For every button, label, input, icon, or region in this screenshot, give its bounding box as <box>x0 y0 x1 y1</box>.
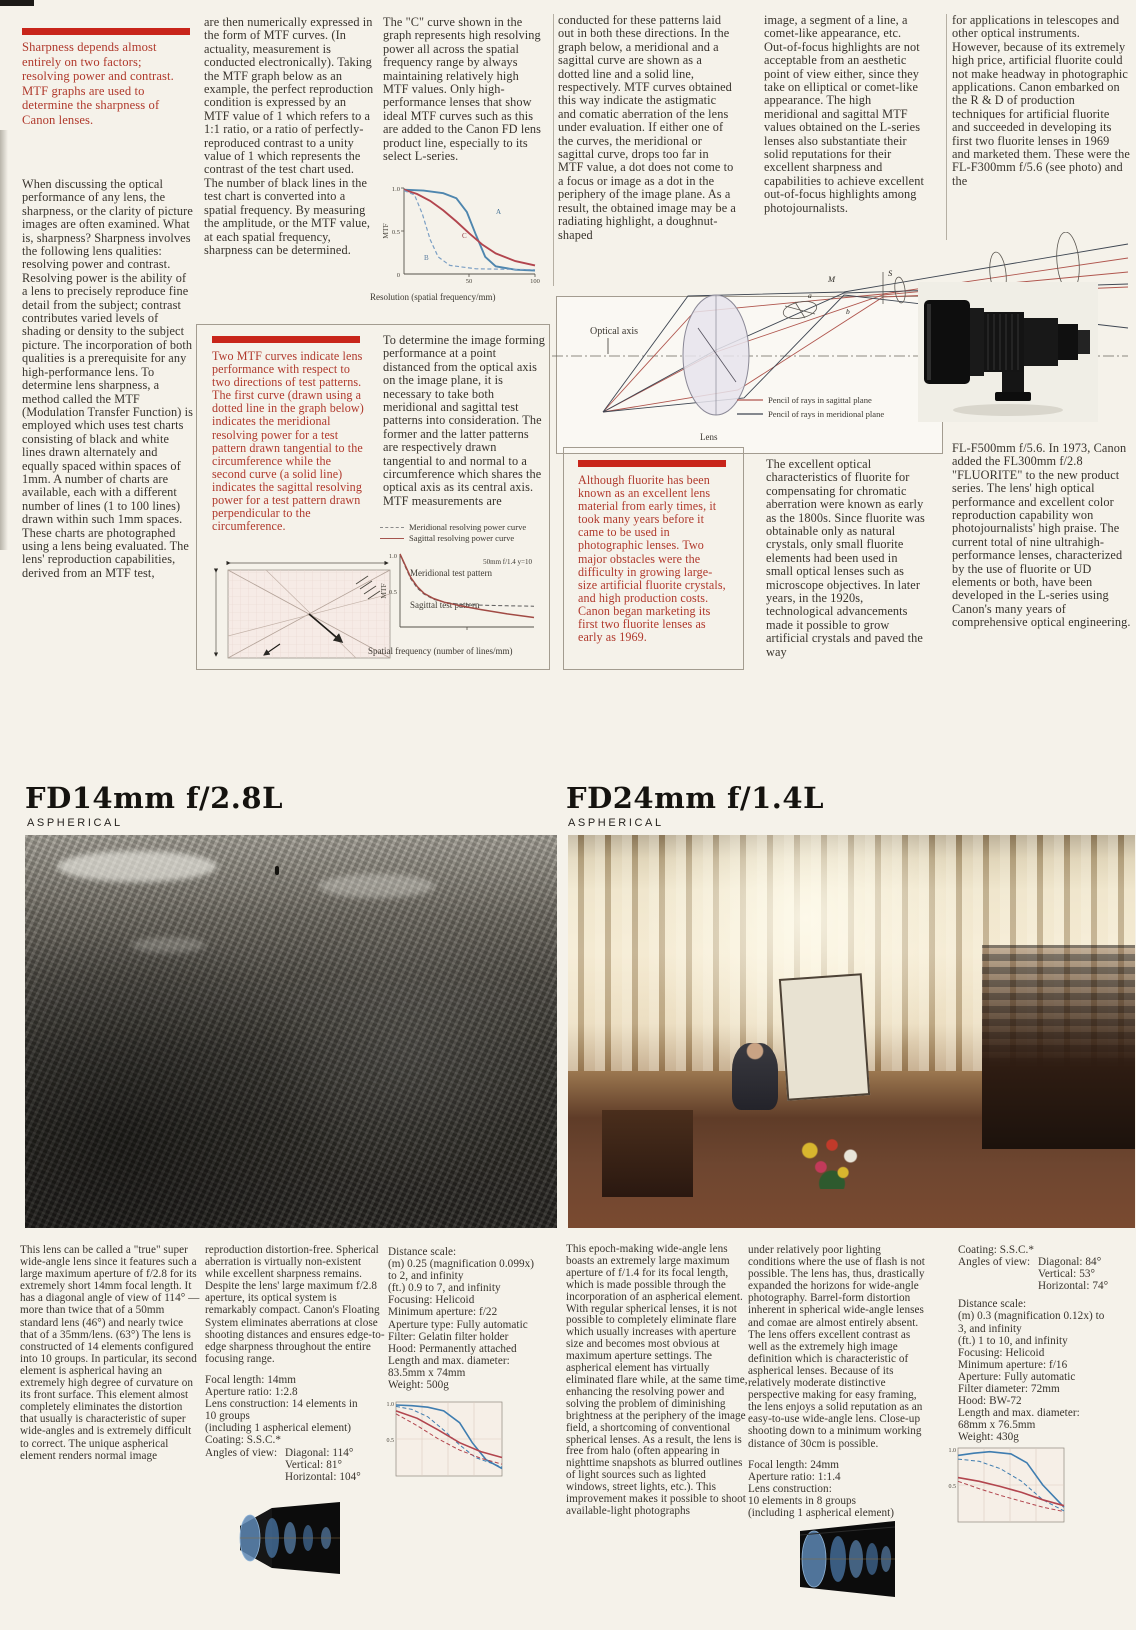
spec-line: (including 1 aspherical element) <box>205 1422 352 1435</box>
fl-lens-photo <box>918 282 1098 422</box>
spec-line: 83.5mm x 74mm <box>388 1366 466 1379</box>
fd24-coating: Coating: S.S.C.* <box>958 1244 1035 1256</box>
ytick-05: 0.5 <box>386 1438 394 1444</box>
fd24-mtf-chart <box>940 1442 1070 1534</box>
spec-line: (ft.) 1 to 10, and infinity <box>958 1334 1068 1347</box>
fd24-paragraph-2: under relatively poor lighting conditions where the use of flash is not possible. The lens has, thus, drastically expanded the horizons for wide-angle photography. Barrel-form distortion inherent in spherical wide-angle lenses and comae are almost entirely absent. The lens offers excellent contrast as well as the extremely high image definition which is characteristic of aspherical lenses. Because of its relatively moderate distinctive perspective making for easy framing, the lens enjoys a solid reputation as an easy-to-use wide-angle lens. Close-up shooting down to a minimum working distance of 30cm is possible. <box>748 1244 925 1450</box>
curve-b-label: B <box>424 254 429 262</box>
snow-patch <box>57 851 217 882</box>
fd14-angles-values <box>285 1447 361 1483</box>
ytick-05: 0.5 <box>391 229 400 236</box>
fd24-subtitle: ASPHERICAL <box>568 817 664 829</box>
photo-side-table <box>602 1110 693 1196</box>
spec-line: 68mm x 76.5mm <box>958 1419 1036 1432</box>
fd14-specs-1 <box>205 1374 385 1447</box>
column-4-body: conducted for these patterns laid out in both these directions. In the graph below, a meridional and a sagittal curve are shown as a dotted line and a solid line, respectively. MTF curves obtained this way indicate the astigmatic and comatic aberration of the lens under evaluation. If either one of the curves, the meridional or sagittal curve, drops too far in MTF value, a dot does not come to a focus or image as a dot in the periphery of the image plane. As a result, the obtained image may be a radiating highlight, a doughnut-shaped <box>558 13 736 242</box>
legend-meridional: Pencil of rays in meridional plane <box>768 409 885 419</box>
fd24-angles-values <box>1038 1256 1108 1292</box>
label-s: S <box>888 268 893 278</box>
fd14-angles <box>205 1447 385 1483</box>
photo-furniture <box>982 945 1135 1149</box>
label-m: M <box>828 274 836 284</box>
legend-sagittal: Pencil of rays in sagittal plane <box>768 395 872 405</box>
spec-line: (m) 0.3 (magnification 0.12x) to <box>958 1310 1105 1323</box>
ytick-05: 0.5 <box>948 1484 956 1490</box>
distant-hiker-figure <box>275 866 279 875</box>
spec-line: Minimum aperture: f/22 <box>388 1306 498 1319</box>
spec-line: (including 1 aspherical element) <box>748 1506 895 1519</box>
spec-line: Aperture type: Fully automatic <box>388 1318 528 1331</box>
spec-line: Aperture ratio: 1:2.8 <box>205 1386 298 1399</box>
spec-line: Filter: Gelatin filter holder <box>388 1330 509 1343</box>
fd24-specs-2 <box>958 1298 1136 1443</box>
fd24-lens-cutaway <box>790 1505 905 1610</box>
photo-easel-canvas <box>779 974 871 1101</box>
fd14-mtf-chart <box>378 1396 508 1488</box>
y-axis-label: MTF <box>379 583 388 599</box>
fd14-lens-cutaway <box>232 1488 347 1588</box>
spec-line: Lens construction: 14 elements in <box>205 1398 358 1411</box>
column-3-body: The "C" curve shown in the graph represents high resolving power all across the spatial frequency range by always maintaining relatively high MTF values. Only high-performance lenses that show ideal MTF curves such as this are added to the Canon FD lens product line, especially to its select L-series. <box>383 15 542 164</box>
ytick-1: 1.0 <box>388 553 397 560</box>
snow-patch <box>318 874 435 898</box>
fd14-paragraph-2: reproduction distortion-free. Spherical aberration is virtually non-existent while excellent sharpness remains. Despite the lens' large maximum f/2.8 aperture, its optical system is remarkably compact. Canon's Floating System eliminates aberrations at close shooting distances and ensures edge-to-edge sharpness throughout the entire focusing range. <box>205 1244 385 1365</box>
label-b: b <box>846 307 850 316</box>
fd14-specs-2 <box>388 1246 560 1391</box>
red-rule-fluorite <box>578 460 726 467</box>
sagittal-curve-swatch <box>380 538 404 539</box>
red-rule-intro <box>22 28 190 35</box>
spec-line: Length and max. diameter: <box>958 1407 1080 1420</box>
ytick-0: 0 <box>396 272 400 279</box>
spec-line: Lens construction: <box>748 1482 832 1495</box>
spec-line: (ft.) 0.9 to 7, and infinity <box>388 1282 501 1295</box>
mtf-5014-chart <box>376 546 544 642</box>
ideal-mtf-xlabel: Resolution (spatial frequency/mm) <box>370 292 496 302</box>
angles-of-view-label: Angles of view: <box>958 1256 1031 1269</box>
ytick-1: 1.0 <box>948 1448 956 1454</box>
ytick-1: 1.0 <box>391 186 400 193</box>
spec-line: Diagonal: 84° <box>1038 1256 1102 1269</box>
curve-a-label: A <box>496 208 502 216</box>
xtick-50: 50 <box>465 278 473 285</box>
xtick-100: 100 <box>530 278 540 285</box>
mtf2-legend <box>380 522 550 544</box>
spec-line: Coating: S.S.C.* <box>205 1434 282 1447</box>
chart-annotation: 50mm f/1.4 y=10 <box>483 558 532 566</box>
column-2-body: are then numerically expressed in the form of MTF curves. (In actuality, measurement is conducted electronically). Taking the MTF graph below as an example, the perfect reproduction condition is expressed by an MTF value of 1 which refers to a 1:1 ratio, or a ratio of perfectly-reproduced contrast to a unity value of 1 which represents the contrast of the test chart used. The number of black lines in the test chart is converted into a spatial frequency. By measuring the amplitude, or the MTF value, at each spatial frequency, sharpness can be determined. <box>204 15 374 257</box>
column-3-body-2: To determine the image forming performance at a point distanced from the optical axis on the image plane, it is necessary to take both meridional and sagittal test patterns into consideration. The former and the latter patterns are respectively drawn tangential to and normal to a circumference which shares the optical axis as its central axis. MTF measurements are <box>383 333 545 508</box>
spec-line: to 2, and infinity <box>388 1270 464 1283</box>
scan-smudge <box>0 0 34 6</box>
spec-line: Aperture: Fully automatic <box>958 1370 1076 1383</box>
spec-line: 10 elements in 8 groups <box>748 1494 857 1507</box>
fd24-title: FD24mm f/1.4L <box>566 781 824 815</box>
spec-line: Horizontal: 74° <box>1038 1280 1109 1293</box>
column-1-body: When discussing the optical performance of any lens, the sharpness, or the clarity of picture images are often examined. What is, sharpness? Sharpness involves the following lens qualities: resolving power and contrast. Resolving power is the ability of a lens to precisely reproduce fine detail from the subject; contrast contributes varied levels of shading or density to the subject picture. The incorporation of both qualities is a prerequisite for any high-performance lens. To determine lens sharpness, a method called the MTF (Modulation Transfer Function) is employed which uses test charts consisting of black and white lines drawn alternately and equally spaced within spaces of 1mm. A number of charts are available, each with a different number of lines (1 to 100 lines) drawn within such 1mm spaces. These charts are photographed using a lens being evaluated. The lens' reproduction capabilities, derived from an MTF test, <box>22 177 194 580</box>
curve-c-label: C <box>462 232 467 240</box>
spec-line: Horizontal: 104° <box>285 1470 361 1483</box>
lens-shadow <box>953 404 1063 416</box>
ytick-1: 1.0 <box>386 1402 394 1408</box>
spec-line: Focal length: 14mm <box>205 1373 297 1386</box>
spec-line: (m) 0.25 (magnification 0.099x) <box>388 1258 535 1271</box>
ytick-05: 0.5 <box>388 589 397 596</box>
fd14-text-col1: This lens can be called a "true" super wide-angle lens since it features such a large maximum aperture of f/2.8 for its extremely short 14mm focal length. It has a diagonal angle of view of 114° — more than twice that of a 50mm standard lens (46°) and nearly twice that of a 35mm/lens. (63°) The lens is constructed of 14 elements configured into 10 groups. In particular, its second element is aspherical having an extremely high degree of curvature on its front surface. This element almost completely eliminates the distortion that usually is characteristic of super wide-angles and is extremely difficult to correct. The unique aspherical element renders normal image <box>20 1244 200 1462</box>
fd24-text-col2 <box>748 1244 928 1519</box>
fd24-angles <box>958 1256 1136 1292</box>
spec-line: Length and max. diameter: <box>388 1354 510 1367</box>
snow-patch <box>131 937 205 953</box>
photo-painter-figure <box>732 1043 777 1110</box>
meridional-curve-swatch <box>380 527 404 528</box>
fd24-sample-photo <box>568 835 1135 1228</box>
sagittal-pattern-label: Sagittal test pattern <box>410 600 480 610</box>
spec-line: Weight: 500g <box>388 1379 449 1392</box>
angles-of-view-label: Angles of view: <box>205 1446 278 1459</box>
spec-line: Distance scale: <box>958 1298 1027 1311</box>
spec-line: Distance scale: <box>388 1246 457 1258</box>
spec-line: Minimum aperture: f/16 <box>958 1358 1068 1371</box>
column-rule-2 <box>946 14 947 240</box>
fd14-text-col2 <box>205 1244 385 1483</box>
column-5-body: image, a segment of a line, a comet-like appearance, etc. Out-of-focus highlights are not acceptable from an aesthetic point of view either, since they take on elliptical or comet-like appearance. The high meridional and sagittal MTF values obtained on the L-series lenses also substantiate their solid reputations for their excellent sharpness and capabilities to achieve excellent out-of-focus highlights among photojournalists. <box>764 13 925 215</box>
spec-line: Focal length: 24mm <box>748 1458 840 1471</box>
photo-flowers <box>795 1134 869 1189</box>
meridional-legend-label: Meridional resolving power curve <box>409 522 527 532</box>
spec-line: Vertical: 53° <box>1038 1268 1096 1281</box>
mtf2-xlabel: Spatial frequency (number of lines/mm) <box>368 646 513 656</box>
red-rule-two-mtf <box>212 336 360 343</box>
spec-line: 3, and infinity <box>958 1322 1022 1335</box>
fluorite-highlight: Although fluorite has been known as an excellent lens material from early times, it took many years before it came to be used in photographic lenses. Two major obstacles were the difficulty in growing large-size artificial fluorite crystals, and high production costs. Canon began marketing its first two fluorite lenses as early as 1969. <box>578 473 726 645</box>
column-6-body: for applications in telescopes and other optical instruments. However, because of its extremely high price, artificial fluorite could not make headway in photographic applications. Canon embarked on the R & D of production techniques for artificial fluorite and succeeded in developing its first two fluorite lenses in 1969 and marketed them. These were the FL-F300mm f/5.6 (see photo) and the <box>952 13 1130 188</box>
column-5-body-2: The excellent optical characteristics of fluorite for compensating for chromatic aberration were known as early as the 1800s. Since fluorite was obtainable only as natural crystals, only small fluorite elements had been used in small optical lenses such as microscope objectives. In later years, in the 1920s, technological advancements made it possible to grow artificial crystals and paved the way <box>766 457 925 659</box>
spec-line: Hood: Permanently attached <box>388 1342 517 1355</box>
spec-line: Focusing: Helicoid <box>958 1346 1045 1359</box>
y-axis-label: MTF <box>381 223 390 239</box>
ideal-mtf-chart <box>378 182 543 290</box>
spec-line: Aperture ratio: 1:1.4 <box>748 1470 841 1483</box>
fd24-text-col1: This epoch-making wide-angle lens boasts an extremely large maximum aperture of f/1.4 for its focal length, which is made possible through the incorporation of an aspherical element. With regular spherical lenses, it is not possible to completely eliminate flare which usually increases with aperture size and becomes most obvious at maximum aperture settings. The aspherical element has virtually eliminated flare while, at the same time, enhancing the resolving power and solving the problem of diminishing brightness at the periphery of the image field, a shortcoming of conventional spherical lenses. As a result, the lens is free from halo (often appearing in nighttime snapshots as blurred outlines of light sources such as lighted windows, street lights, etc.). This improvement makes it possible to shoot available-light photographs <box>566 1243 748 1517</box>
spec-line: Vertical: 81° <box>285 1458 343 1471</box>
sagittal-legend-label: Sagittal resolving power curve <box>409 533 515 543</box>
label-a: a <box>808 291 812 300</box>
spec-line: Focusing: Helicoid <box>388 1294 475 1307</box>
fd14-subtitle: ASPHERICAL <box>27 817 123 829</box>
optical-axis-label: Optical axis <box>590 326 639 337</box>
intro-highlight: Sharpness depends almost entirely on two factors; resolving power and contrast. MTF graphs are used to determine the sharpness of Canon lenses. <box>22 40 174 127</box>
spec-line: Diagonal: 114° <box>285 1446 354 1459</box>
spec-line: Weight: 430g <box>958 1431 1019 1444</box>
lens-label: Lens <box>700 432 718 442</box>
fd14-sample-photo <box>25 835 557 1228</box>
fd14-title: FD14mm f/2.8L <box>25 781 283 815</box>
meridional-pattern-label: Meridional test pattern <box>410 568 492 578</box>
column-6-body-2: FL-F500mm f/5.6. In 1973, Canon added the FL300mm f/2.8 "FLUORITE" to the new product series. The lens' high optical performance and excellent color reproduction capability won photojournalists' high praise. The current total of nine ultrahigh-performance lenses, characterized by the use of fluorite or UD elements or both, have been developed in the L-series using Canon's many years of comprehensive optical engineering. <box>952 441 1131 630</box>
scan-gutter-shadow <box>0 130 8 550</box>
spec-line: Filter diameter: 72mm <box>958 1383 1060 1396</box>
spec-line: Hood: BW-72 <box>958 1395 1022 1408</box>
spec-line: 10 groups <box>205 1410 250 1423</box>
two-mtf-highlight: Two MTF curves indicate lens performance with respect to two directions of test patterns. The first curve (drawn using a dotted line in the graph below) indicates the meridional resolving power for a test pattern drawn tangential to the circumference while the second curve (a solid line) indicates the sagittal resolving power for a test pattern drawn perpendicular to the circumference. <box>212 349 364 534</box>
fd24-text-col3 <box>958 1244 1136 1444</box>
